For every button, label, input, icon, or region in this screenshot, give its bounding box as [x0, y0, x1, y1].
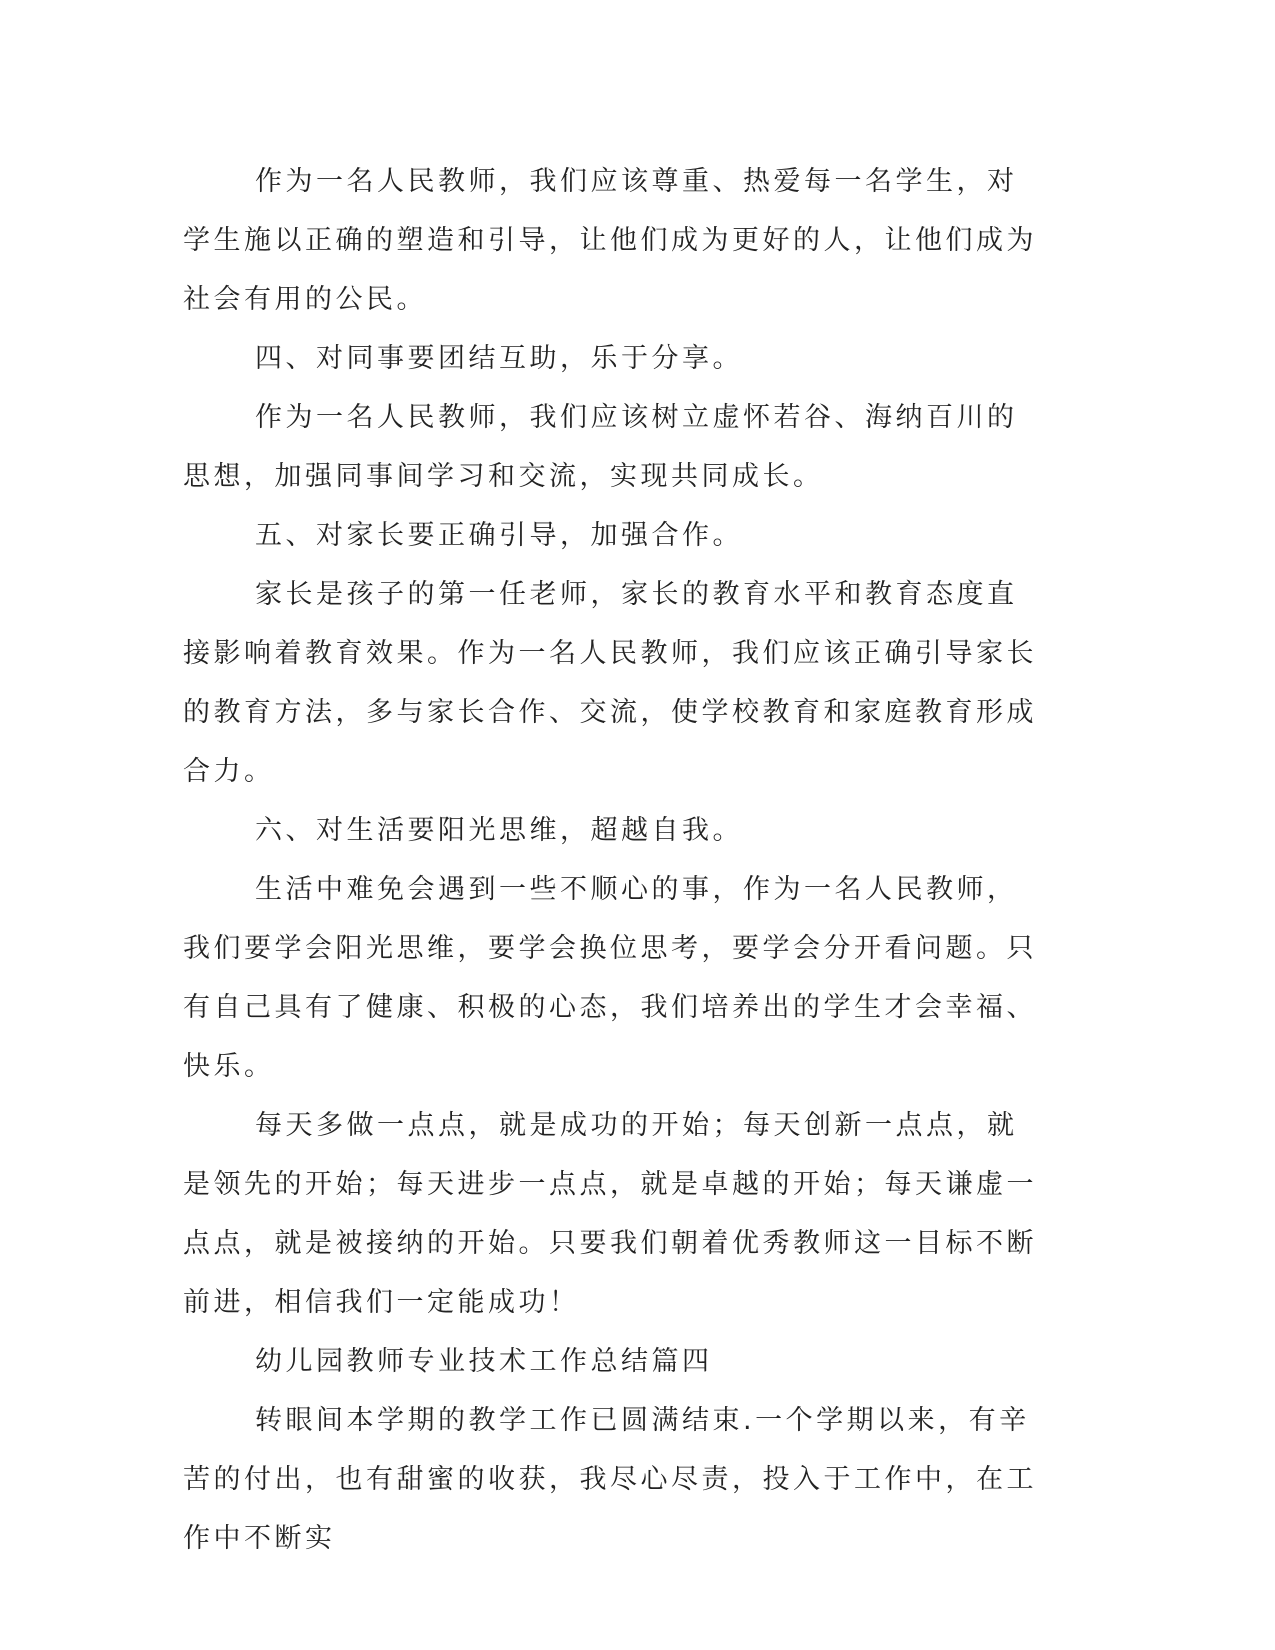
paragraph-semester-summary: 转眼间本学期的教学工作已圆满结束.一个学期以来，有辛苦的付出，也有甜蜜的收获，我尽心尽责，投入于工作中，在工作中不断实 — [183, 1405, 1037, 1554]
paragraph-respect-students: 作为一名人民教师，我们应该尊重、热爱每一名学生，对学生施以正确的塑造和引导，让他们成为更好的人，让他们成为社会有用的公民。 — [183, 166, 1037, 315]
paragraph-life: 生活中难免会遇到一些不顺心的事，作为一名人民教师，我们要学会阳光思维，要学会换位思考，要学会分开看问题。只有自己具有了健康、积极的心态，我们培养出的学生才会幸福、快乐。 — [183, 874, 1037, 1082]
document-body — [183, 152, 1043, 1568]
section-title: 幼儿园教师专业技术工作总结篇四 — [255, 1346, 713, 1377]
paragraph-colleagues: 作为一名人民教师，我们应该树立虚怀若谷、海纳百川的思想，加强同事间学习和交流，实现共同成长。 — [183, 402, 1018, 492]
heading-colleagues: 四、对同事要团结互助，乐于分享。 — [255, 343, 743, 374]
paragraph-every-day: 每天多做一点点，就是成功的开始；每天创新一点点，就是领先的开始；每天进步一点点，就是卓越的开始；每天谦虚一点点，就是被接纳的开始。只要我们朝着优秀教师这一目标不断前进，相信我们一定能成功！ — [183, 1110, 1037, 1318]
heading-life: 六、对生活要阳光思维，超越自我。 — [255, 815, 743, 846]
paragraph-parents: 家长是孩子的第一任老师，家长的教育水平和教育态度直接影响着教育效果。作为一名人民教师，我们应该正确引导家长的教育方法，多与家长合作、交流，使学校教育和家庭教育形成合力。 — [183, 579, 1037, 787]
heading-parents: 五、对家长要正确引导，加强合作。 — [255, 520, 743, 551]
